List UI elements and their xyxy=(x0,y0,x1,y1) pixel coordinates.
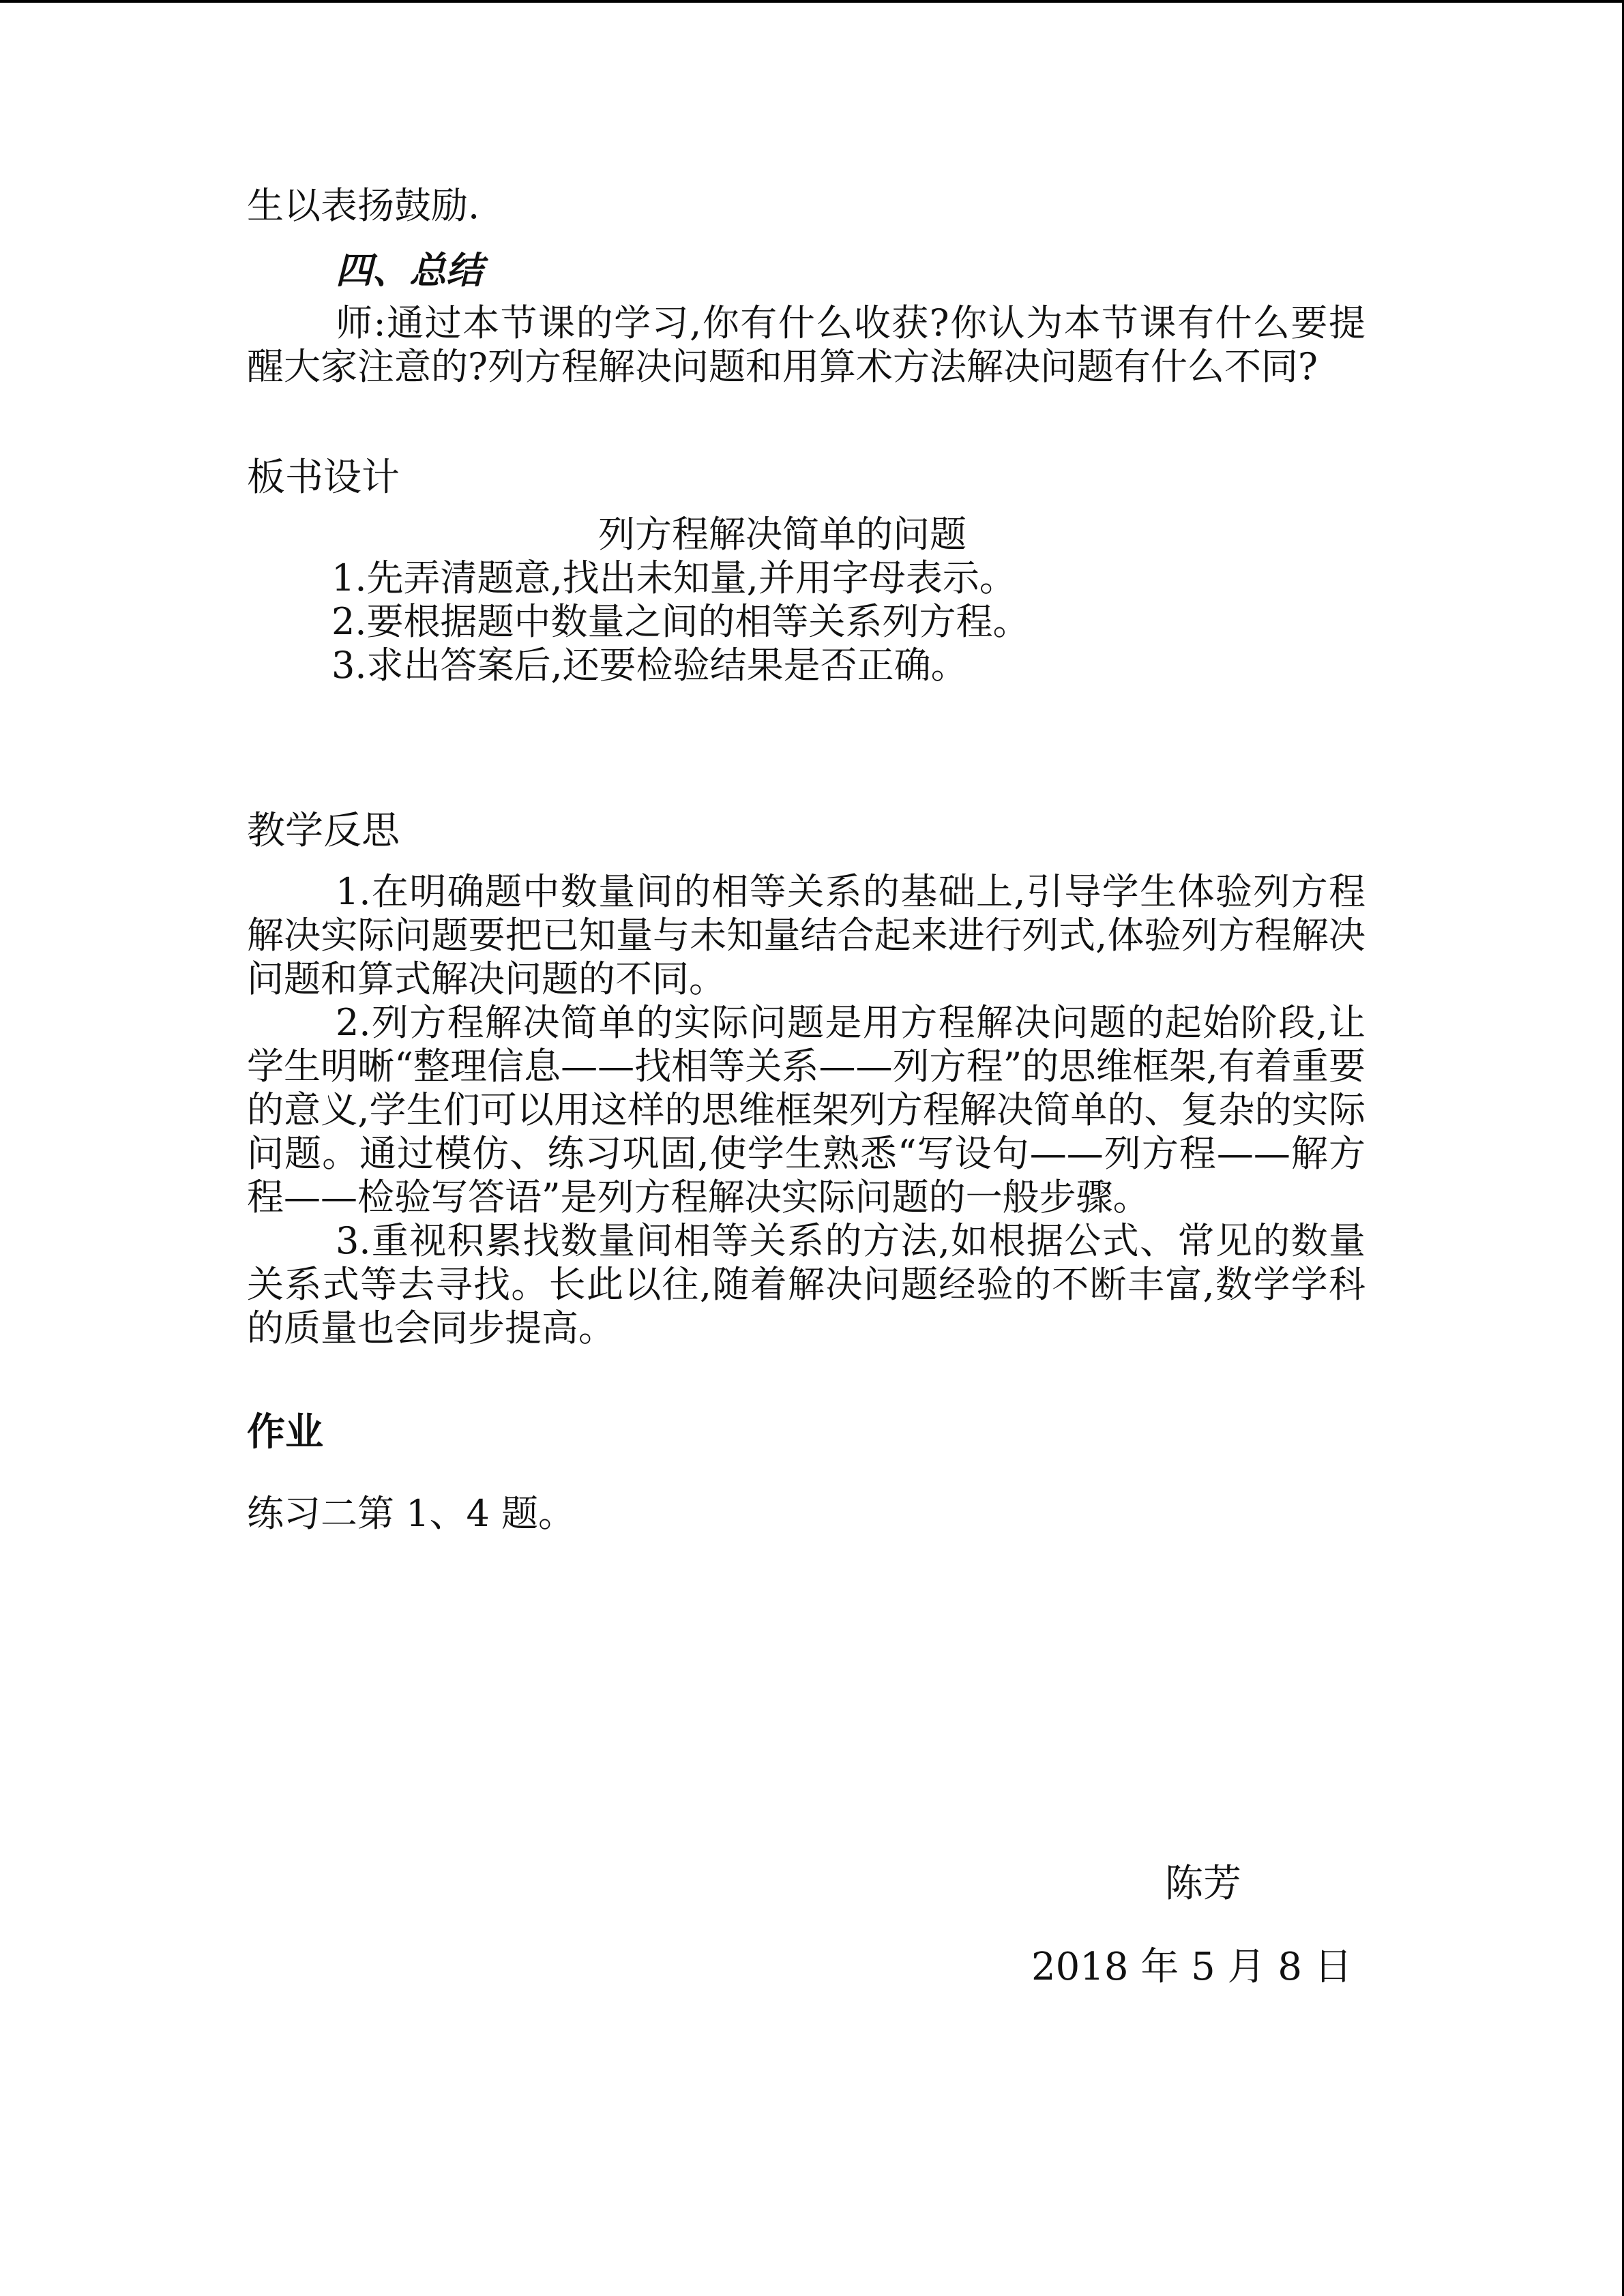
homework-text: 练习二第 1、4 题。 xyxy=(247,1492,576,1535)
intro-line: 生以表扬鼓励. xyxy=(247,184,480,227)
board-design-heading: 板书设计 xyxy=(247,456,400,500)
reflection-paragraph-2: 2.列方程解决简单的实际问题是用方程解决问题的起始阶段,让学生明晰“整理信息——找相等关系——列方程”的思维框架,有着重要的意义,学生们可以用这样的思维框架列方程解决简单的、复杂的实际问题。通过模仿、练习巩固,使学生熟悉“写设句——列方程——解方程——检验写答语”是列方程解决实际问题的一般步骤。 xyxy=(247,1001,1365,1219)
document-page xyxy=(247,184,1365,1536)
reflection-paragraph-3: 3.重视积累找数量间相等关系的方法,如根据公式、常见的数量关系式等去寻找。长此以往,随着解决问题经验的不断丰富,数学学科的质量也会同步提高。 xyxy=(247,1219,1365,1350)
board-item-2: 2.要根据题中数量之间的相等关系列方程。 xyxy=(331,600,1030,643)
summary-paragraph: 师:通过本节课的学习,你有什么收获?你认为本节课有什么要提醒大家注意的?列方程解决问题和用算术方法解决问题有什么不同? xyxy=(247,301,1365,388)
page-top-border xyxy=(0,0,1624,3)
board-item-3: 3.求出答案后,还要检验结果是否正确。 xyxy=(331,644,968,687)
board-item-1: 1.先弄清题意,找出未知量,并用字母表示。 xyxy=(331,556,1016,599)
board-title: 列方程解决简单的问题 xyxy=(598,513,966,556)
homework-heading: 作业 xyxy=(247,1410,323,1455)
reflection-heading: 教学反思 xyxy=(247,809,400,853)
summary-heading: 四、总结 xyxy=(336,248,483,292)
author-signature: 陈芳 xyxy=(1165,1862,1241,1906)
signature-date: 2018 年 5 月 8 日 xyxy=(1031,1945,1353,1989)
reflection-paragraph-1: 1.在明确题中数量间的相等关系的基础上,引导学生体验列方程解决实际问题要把已知量与未知量结合起来进行列式,体验列方程解决问题和算式解决问题的不同。 xyxy=(247,870,1365,1000)
